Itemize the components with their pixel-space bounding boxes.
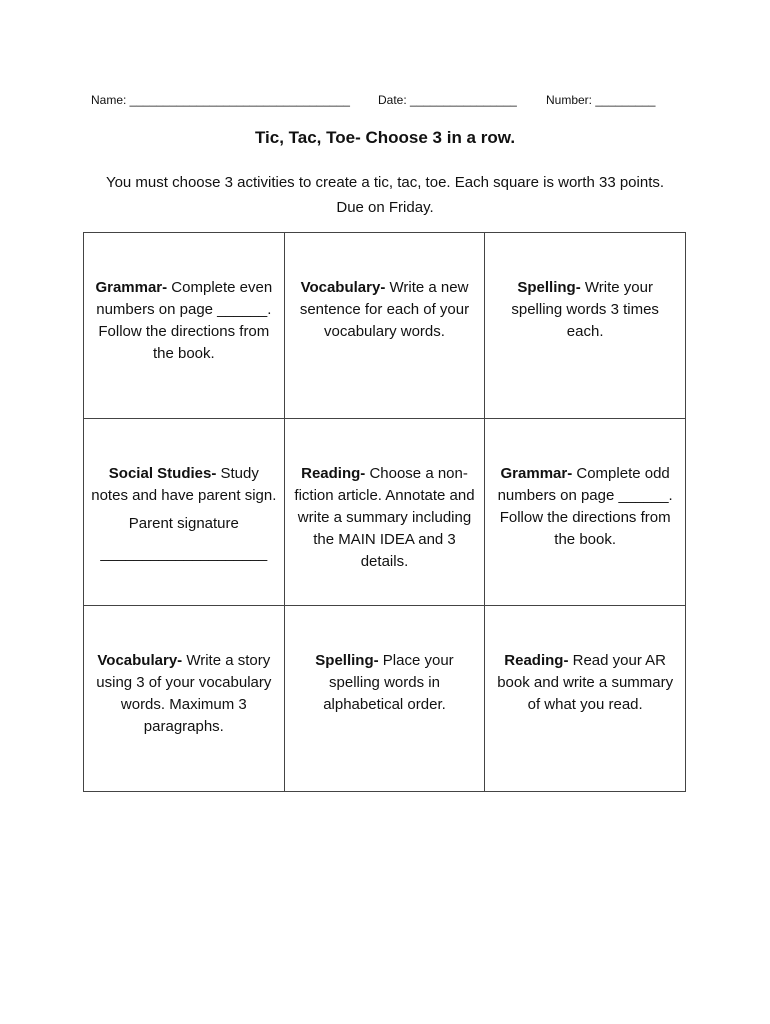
cell-text: Read your AR book and write a summary of what you read. (497, 651, 674, 713)
instructions: You must choose 3 activities to create a tic, tac, toe. Each square is worth 33 points. Due on Friday. (105, 174, 665, 216)
cell-subject: Social Studies- (108, 465, 217, 483)
cell-subject: Grammar- (95, 279, 168, 296)
cell-text: Write a new sentence for each of your vocabulary words. (299, 279, 470, 340)
number-field: Number: _________ (546, 93, 656, 107)
cell-text: Complete even numbers on page ______. Follow the directions from the book. (96, 279, 273, 362)
cell-subject: Reading- (301, 465, 366, 483)
board-cell-spelling-abc (284, 605, 485, 791)
cell-subject: Vocabulary- (97, 651, 183, 669)
board-row (84, 419, 686, 605)
board-cell-spelling-write (485, 233, 686, 419)
header-row (0, 93, 770, 111)
cell-text: Study notes and have parent sign. (91, 465, 277, 505)
cell-text: Place your spelling words in alphabetical order. (323, 651, 454, 713)
board-cell-social-studies (84, 419, 285, 605)
board-row (84, 605, 686, 791)
cell-text: Write your spelling words 3 times each. (511, 279, 659, 340)
board-cell-reading-article (284, 419, 485, 605)
cell-subject: Vocabulary- (300, 279, 386, 296)
cell-subject: Reading- (504, 651, 569, 669)
cell-text: Choose a non-fiction article. Annotate and write a summary including the MAIN IDEA and 3 details. (294, 465, 475, 571)
board-cell-vocabulary-sentence (284, 233, 485, 419)
name-field: Name: _________________________________ (91, 93, 350, 107)
board-cell-grammar-odd (485, 419, 686, 605)
cell-subject: Spelling- (517, 279, 581, 296)
tic-tac-toe-board (83, 232, 686, 792)
cell-text: Write a story using 3 of your vocabulary words. Maximum 3 paragraphs. (96, 651, 272, 735)
board-row (84, 233, 686, 419)
board-cell-reading-ar (485, 605, 686, 791)
page-title: Tic, Tac, Toe- Choose 3 in a row. (254, 128, 516, 147)
cell-subject: Spelling- (315, 651, 379, 669)
parent-signature-label: Parent signature (128, 515, 239, 533)
date-field: Date: ________________ (378, 93, 517, 107)
cell-subject: Grammar- (500, 465, 573, 483)
parent-signature-line: ____________________ (100, 545, 268, 563)
board-cell-vocabulary-story (84, 605, 285, 791)
board-cell-grammar-even (84, 233, 285, 419)
cell-text: Complete odd numbers on page ______. Follow the directions from the book. (497, 465, 673, 549)
